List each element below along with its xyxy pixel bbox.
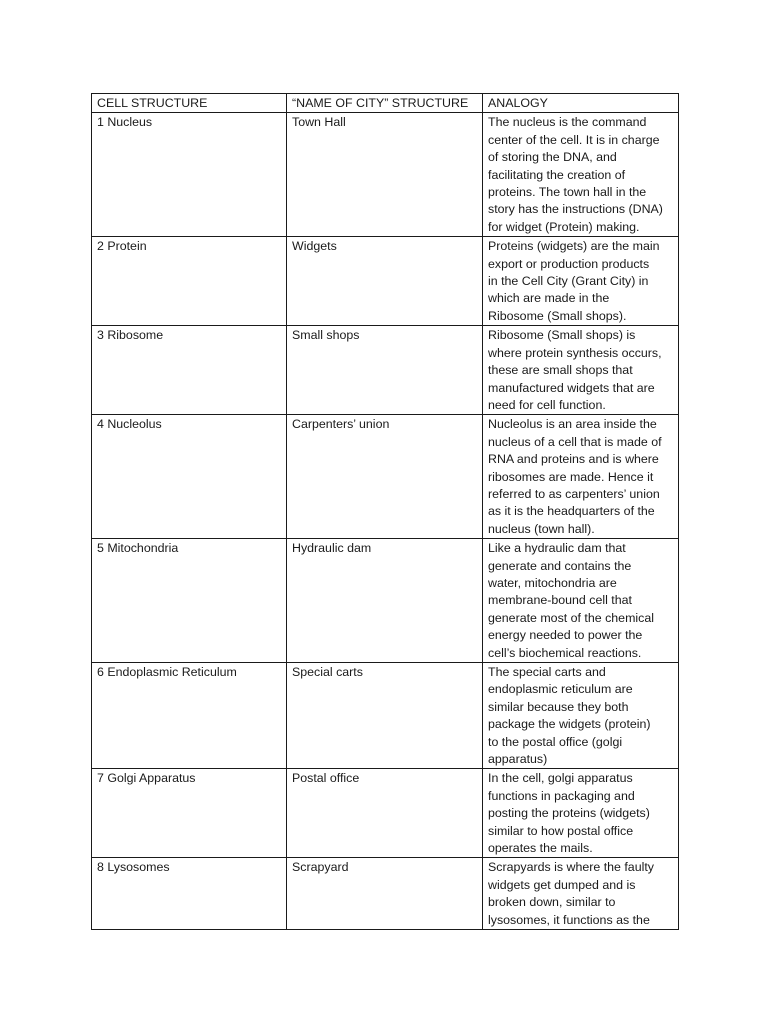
- table-row: [92, 663, 679, 769]
- analogy-cell: The nucleus is the command center of the cell. It is in charge of storing the DNA, and facilitating the creation of proteins. The town hall in the story has the instructions (DNA) for widget (Protein) making.: [483, 113, 679, 237]
- table-row: [92, 769, 679, 858]
- city-cell: Town Hall: [287, 113, 483, 237]
- table-row: [92, 326, 679, 415]
- table-row: [92, 237, 679, 326]
- city-cell: Postal office: [287, 769, 483, 858]
- analogy-cell: Proteins (widgets) are the main export or production products in the Cell City (Grant City) in which are made in the Ribosome (Small shops).: [483, 237, 679, 326]
- table-row: [92, 539, 679, 663]
- table-row: [92, 113, 679, 237]
- table-row: [92, 858, 679, 930]
- analogy-cell: Nucleolus is an area inside the nucleus of a cell that is made of RNA and proteins and is where ribosomes are made. Hence it referred to as carpenters’ union as it is the headquarters of the nucleus (town hall).: [483, 415, 679, 539]
- header-city-structure: “NAME OF CITY” STRUCTURE: [287, 94, 483, 113]
- structure-cell: 1 Nucleus: [92, 113, 287, 237]
- city-cell: Widgets: [287, 237, 483, 326]
- structure-cell: 8 Lysosomes: [92, 858, 287, 930]
- analogy-cell: In the cell, golgi apparatus functions in packaging and posting the proteins (widgets) similar to how postal office operates the mails.: [483, 769, 679, 858]
- structure-cell: 4 Nucleolus: [92, 415, 287, 539]
- analogy-cell: Ribosome (Small shops) is where protein synthesis occurs, these are small shops that manufactured widgets that are need for cell function.: [483, 326, 679, 415]
- analogy-cell: Like a hydraulic dam that generate and contains the water, mitochondria are membrane-bound cell that generate most of the chemical energy needed to power the cell’s biochemical reactions.: [483, 539, 679, 663]
- structure-cell: 7 Golgi Apparatus: [92, 769, 287, 858]
- city-cell: Carpenters’ union: [287, 415, 483, 539]
- cell-city-analogy-table: [91, 93, 679, 930]
- city-cell: Scrapyard: [287, 858, 483, 930]
- city-cell: Special carts: [287, 663, 483, 769]
- table-row: [92, 415, 679, 539]
- structure-cell: 2 Protein: [92, 237, 287, 326]
- header-cell-structure: CELL STRUCTURE: [92, 94, 287, 113]
- structure-cell: 6 Endoplasmic Reticulum: [92, 663, 287, 769]
- table-header-row: [92, 94, 679, 113]
- structure-cell: 5 Mitochondria: [92, 539, 287, 663]
- analogy-cell: The special carts and endoplasmic reticulum are similar because they both package the widgets (protein) to the postal office (golgi apparatus): [483, 663, 679, 769]
- structure-cell: 3 Ribosome: [92, 326, 287, 415]
- analogy-cell: Scrapyards is where the faulty widgets get dumped and is broken down, similar to lysosomes, it functions as the: [483, 858, 679, 930]
- city-cell: Small shops: [287, 326, 483, 415]
- city-cell: Hydraulic dam: [287, 539, 483, 663]
- header-analogy: ANALOGY: [483, 94, 679, 113]
